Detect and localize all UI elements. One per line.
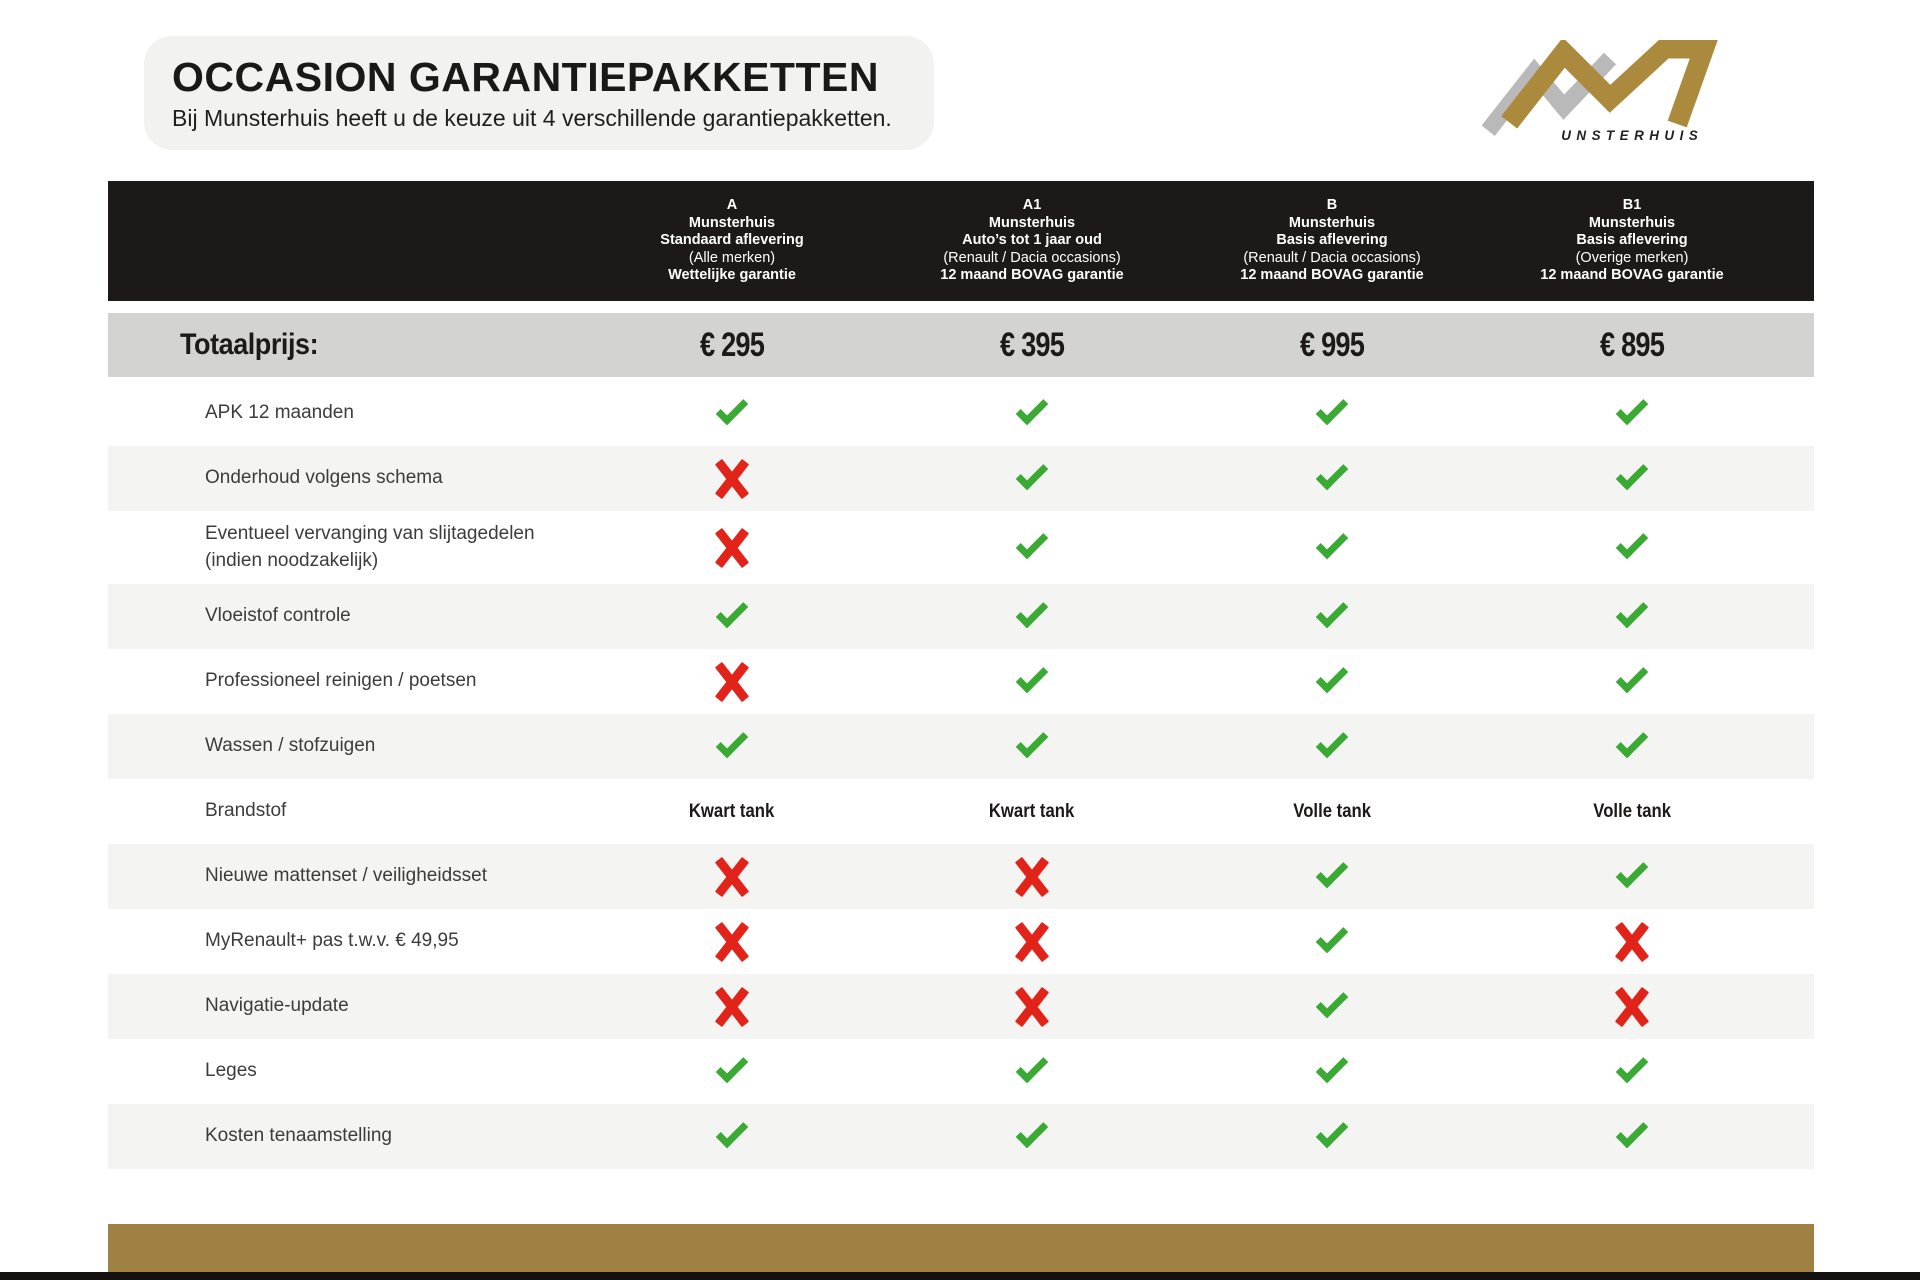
total-price-bar xyxy=(108,313,1814,377)
check-icon xyxy=(1316,1050,1349,1083)
check-icon xyxy=(1616,855,1649,888)
package-delivery: Basis aflevering xyxy=(1276,232,1388,249)
cross-icon xyxy=(715,988,749,1026)
row-label: Navigatie-update xyxy=(205,995,349,1017)
price-cell-a xyxy=(582,326,882,365)
cell-check xyxy=(582,602,882,632)
cell-check xyxy=(1182,464,1482,494)
check-icon xyxy=(1316,595,1349,628)
cell-check xyxy=(582,732,882,762)
row-label: Professioneel reinigen / poetsen xyxy=(205,670,477,692)
page-subtitle: Bij Munsterhuis heeft u de keuze uit 4 verschillende garantiepakketten. xyxy=(172,105,892,131)
cell-text xyxy=(582,801,882,823)
check-icon xyxy=(1016,660,1049,693)
cell-cross xyxy=(582,663,882,701)
cell-check xyxy=(1182,1057,1482,1087)
package-warranty: 12 maand BOVAG garantie xyxy=(1240,267,1424,284)
page-title: OCCASION GARANTIEPAKKETTEN xyxy=(172,54,879,100)
cell-cross xyxy=(582,529,882,567)
cell-text-value: Volle tank xyxy=(1593,800,1671,822)
check-icon xyxy=(1316,1115,1349,1148)
cell-check xyxy=(882,533,1182,563)
column-header-a1 xyxy=(882,197,1182,285)
cell-cross xyxy=(582,988,882,1026)
package-code: A1 xyxy=(1022,197,1042,214)
check-icon xyxy=(1616,1050,1649,1083)
table-row xyxy=(108,1039,1814,1104)
table-row xyxy=(108,714,1814,779)
cell-check xyxy=(1182,862,1482,892)
table-row xyxy=(108,649,1814,714)
logo-wordmark: UNSTERHUIS xyxy=(1561,127,1704,143)
row-label: APK 12 maanden xyxy=(205,402,354,424)
check-icon xyxy=(716,1050,749,1083)
cell-check xyxy=(882,602,1182,632)
cell-check xyxy=(1482,1057,1782,1087)
table-row xyxy=(108,381,1814,446)
check-icon xyxy=(1316,392,1349,425)
cell-text-value: Kwart tank xyxy=(689,800,775,822)
column-header-a xyxy=(582,197,882,285)
price-cell-b1 xyxy=(1482,326,1782,365)
cell-check xyxy=(882,732,1182,762)
table-row xyxy=(108,446,1814,511)
check-icon xyxy=(1016,1115,1049,1148)
cross-icon xyxy=(715,529,749,567)
package-comparison-table xyxy=(108,181,1814,1169)
package-scope: (Renault / Dacia occasions) xyxy=(1243,249,1421,266)
cell-text xyxy=(882,801,1182,823)
package-code: B xyxy=(1326,197,1338,214)
price-b1: € 895 xyxy=(1599,325,1665,364)
package-delivery: Basis aflevering xyxy=(1576,232,1688,249)
package-warranty: Wettelijke garantie xyxy=(668,267,796,284)
cell-check xyxy=(1182,927,1482,957)
price-cell-b xyxy=(1182,326,1482,365)
cell-check xyxy=(1482,602,1782,632)
cell-check xyxy=(1482,1122,1782,1152)
check-icon xyxy=(1616,725,1649,758)
package-delivery: Auto’s tot 1 jaar oud xyxy=(962,232,1102,249)
package-brand: Munsterhuis xyxy=(1288,214,1376,231)
package-code: A xyxy=(726,197,738,214)
check-icon xyxy=(1016,595,1049,628)
table-row xyxy=(108,844,1814,909)
cell-text-value: Volle tank xyxy=(1293,800,1371,822)
check-icon xyxy=(1016,526,1049,559)
package-scope: (Overige merken) xyxy=(1575,249,1689,266)
cell-cross xyxy=(882,923,1182,961)
table-rows xyxy=(108,381,1814,1169)
cell-check xyxy=(1182,399,1482,429)
table-row xyxy=(108,1104,1814,1169)
cross-icon xyxy=(715,663,749,701)
cross-icon xyxy=(715,858,749,896)
cell-check xyxy=(882,464,1182,494)
cell-check xyxy=(1482,732,1782,762)
package-brand: Munsterhuis xyxy=(1588,214,1676,231)
cell-check xyxy=(582,399,882,429)
cell-check xyxy=(882,1122,1182,1152)
package-delivery: Standaard aflevering xyxy=(660,232,804,249)
cell-cross xyxy=(582,460,882,498)
cell-check xyxy=(582,1122,882,1152)
cross-icon xyxy=(1015,858,1049,896)
column-header-b1 xyxy=(1482,197,1782,285)
cell-cross xyxy=(882,988,1182,1026)
cross-icon xyxy=(715,923,749,961)
munsterhuis-logo xyxy=(1480,40,1740,145)
row-label: Wassen / stofzuigen xyxy=(205,735,376,757)
check-icon xyxy=(1316,457,1349,490)
package-scope: (Alle merken) xyxy=(688,249,776,266)
package-warranty: 12 maand BOVAG garantie xyxy=(940,267,1124,284)
table-row xyxy=(108,779,1814,844)
cell-text-value: Kwart tank xyxy=(989,800,1075,822)
cell-check xyxy=(1182,732,1482,762)
package-code: B1 xyxy=(1622,197,1642,214)
check-icon xyxy=(1316,660,1349,693)
cross-icon xyxy=(1615,988,1649,1026)
check-icon xyxy=(1616,526,1649,559)
total-price-label: Totaalprijs: xyxy=(180,328,319,361)
cell-check xyxy=(882,399,1182,429)
cell-check xyxy=(882,1057,1182,1087)
price-b: € 995 xyxy=(1299,325,1365,364)
cell-check xyxy=(1482,399,1782,429)
cell-check xyxy=(1182,533,1482,563)
cross-icon xyxy=(1015,923,1049,961)
cell-check xyxy=(1182,992,1482,1022)
column-header-b xyxy=(1182,197,1482,285)
check-icon xyxy=(1316,920,1349,953)
cell-check xyxy=(1482,533,1782,563)
footer-black-strip xyxy=(0,1272,1920,1280)
check-icon xyxy=(716,725,749,758)
package-brand: Munsterhuis xyxy=(988,214,1076,231)
munsterhuis-logo-icon xyxy=(1480,40,1740,145)
row-label: Leges xyxy=(205,1060,257,1082)
row-label: Eventueel vervanging van slijtagedelen (indien noodzakelijk) xyxy=(205,523,535,571)
package-scope: (Renault / Dacia occasions) xyxy=(943,249,1121,266)
cross-icon xyxy=(1615,923,1649,961)
table-row xyxy=(108,909,1814,974)
table-row xyxy=(108,974,1814,1039)
cell-check xyxy=(1182,1122,1482,1152)
check-icon xyxy=(1316,725,1349,758)
price-cell-a1 xyxy=(882,326,1182,365)
check-icon xyxy=(1016,725,1049,758)
table-row xyxy=(108,584,1814,649)
cell-check xyxy=(1482,862,1782,892)
check-icon xyxy=(1616,1115,1649,1148)
check-icon xyxy=(1316,985,1349,1018)
cell-check xyxy=(1182,602,1482,632)
price-a: € 295 xyxy=(699,325,765,364)
package-warranty: 12 maand BOVAG garantie xyxy=(1540,267,1724,284)
check-icon xyxy=(716,392,749,425)
row-label: Onderhoud volgens schema xyxy=(205,467,443,489)
row-label: MyRenault+ pas t.w.v. € 49,95 xyxy=(205,930,459,952)
cross-icon xyxy=(715,460,749,498)
check-icon xyxy=(1616,457,1649,490)
cell-cross xyxy=(1482,923,1782,961)
cell-cross xyxy=(582,858,882,896)
cell-check xyxy=(882,667,1182,697)
row-label: Nieuwe mattenset / veiligheidsset xyxy=(205,865,487,887)
check-icon xyxy=(1016,392,1049,425)
table-row xyxy=(108,511,1814,584)
check-icon xyxy=(716,595,749,628)
table-header-bar xyxy=(108,181,1814,301)
price-a1: € 395 xyxy=(999,325,1065,364)
check-icon xyxy=(1316,526,1349,559)
cell-cross xyxy=(1482,988,1782,1026)
cross-icon xyxy=(1015,988,1049,1026)
check-icon xyxy=(1616,660,1649,693)
check-icon xyxy=(716,1115,749,1148)
cell-check xyxy=(1182,667,1482,697)
cell-check xyxy=(1482,667,1782,697)
check-icon xyxy=(1616,392,1649,425)
check-icon xyxy=(1016,1050,1049,1083)
cell-check xyxy=(1482,464,1782,494)
cell-text xyxy=(1482,801,1782,823)
check-icon xyxy=(1616,595,1649,628)
row-label: Kosten tenaamstelling xyxy=(205,1125,392,1147)
check-icon xyxy=(1016,457,1049,490)
row-label: Vloeistof controle xyxy=(205,605,351,627)
cell-cross xyxy=(882,858,1182,896)
check-icon xyxy=(1316,855,1349,888)
cell-text xyxy=(1182,801,1482,823)
cell-cross xyxy=(582,923,882,961)
cell-check xyxy=(582,1057,882,1087)
package-brand: Munsterhuis xyxy=(688,214,776,231)
row-label: Brandstof xyxy=(205,800,287,822)
intro-box xyxy=(144,36,934,150)
